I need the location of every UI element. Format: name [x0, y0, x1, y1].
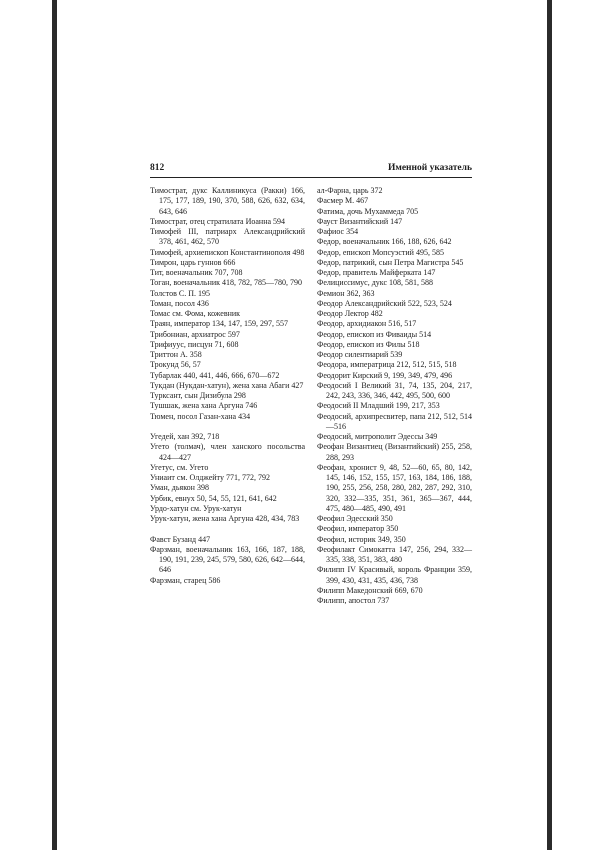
index-entry: Феодор, епископ из Филы 518	[317, 339, 420, 349]
page-header	[150, 163, 472, 173]
index-entry: Феофил, император 350	[317, 524, 399, 534]
index-entry: Феодор силентиарий 539	[317, 350, 403, 359]
index-entry: Угетус, см. Угето	[150, 462, 209, 472]
index-entry: Феодосий I Великий 31, 74, 135, 204, 217, 242, 243, 336, 346, 442, 495, 500, 600	[317, 380, 472, 400]
index-entry: Угето (толмач), член ханского посольства 424—427	[150, 442, 305, 462]
index-entry: Фатима, дочь Мухаммеда 705	[317, 206, 419, 216]
index-entry: Федор, патрикий, сын Петра Магистра 545	[317, 257, 464, 267]
index-entry: Феофил, историк 349, 350	[317, 534, 406, 544]
index-entry: Фелициссимус, дукс 108, 581, 588	[317, 278, 434, 288]
index-entry: Фемион 362, 363	[317, 288, 375, 298]
index-entry: Урдо-хатун см. Урук-хатун	[150, 503, 242, 513]
index-entry: Урбик, евнух 50, 54, 55, 121, 641, 642	[150, 493, 277, 503]
header-rule	[150, 177, 472, 178]
index-entry: Филипп Македонский 669, 670	[317, 585, 423, 595]
index-entry: Фарзман, военачальник 163, 166, 187, 188, 190, 191, 239, 245, 579, 580, 626, 642—644, 646	[150, 544, 305, 575]
index-entry: Трибониан, архиатрос 597	[150, 329, 240, 339]
index-entry: Траян, император 134, 147, 159, 297, 557	[150, 319, 289, 329]
index-entry: Феофан Византиец (Византийский) 255, 258, 288, 293	[317, 442, 472, 462]
index-entry: Тушшак, жена хана Аргуна 746	[150, 401, 258, 411]
index-entry: Филипп IV Красивый, король Франции 359, 399, 430, 431, 435, 436, 738	[317, 565, 472, 585]
index-entry: Фарзман, старец 586	[150, 575, 221, 585]
index-entry: Феодор Александрийский 522, 523, 524	[317, 298, 452, 308]
index-entry: Тимофей III, патриарх Александрийский 378, 461, 462, 570	[150, 227, 305, 247]
index-entry: Томас см. Фома, кожевник	[150, 309, 241, 318]
index-entry: Феодор, архидиакон 516, 517	[317, 319, 417, 329]
index-entry: Федор, правитель Майферката 147	[317, 268, 436, 277]
page-number: 812	[150, 163, 165, 173]
index-entry: Турксант, сын Дизибула 298	[150, 391, 246, 400]
index-entry: Толстов С. П. 195	[150, 288, 211, 298]
index-entry: Феодор, епископ из Фиваиды 514	[317, 329, 432, 339]
index-entry: Тоган, военачальник 418, 782, 785—780, 790	[150, 278, 303, 288]
index-entry: Феодосий, архипресвитер, папа 212, 512, 514—516	[317, 411, 472, 431]
index-entry: Феодора, императрица 212, 512, 515, 518	[317, 360, 457, 370]
index-entry: ал-Фарна, царь 372	[317, 186, 383, 195]
index-entry: Тукдан (Нукдан-хатун), жена хана Абаги 427	[150, 380, 304, 390]
index-column-right	[317, 186, 472, 606]
index-entry: Фавст Бузанд 447	[150, 534, 211, 544]
index-entry: Трокунд 56, 57	[150, 360, 201, 370]
index-entry: Федор, епископ Мопсуэстий 495, 585	[317, 247, 444, 257]
index-entry: Тимострат, отец стратилата Иоанна 594	[150, 216, 286, 226]
index-entry: Феодосий II Младший 199, 217, 353	[317, 401, 440, 411]
index-entry: Тимофей, архиепископ Константинополя 498	[150, 247, 305, 257]
index-entry: Феофилакт Симокатта 147, 256, 294, 332—335, 338, 351, 383, 480	[317, 544, 472, 564]
index-entry: Тит, военачальник 707, 708	[150, 268, 243, 277]
index-entry: Феофил Эдесский 350	[317, 514, 393, 523]
index-entry: Тимрон, царь гуннов 666	[150, 257, 236, 267]
index-entry: Уман, дьякон 398	[150, 483, 209, 493]
index-entry: Феодосий, митрополит Эдессы 349	[317, 432, 438, 441]
index-entry: Фауст Византийский 147	[317, 216, 403, 226]
section-title: Именной указатель	[387, 163, 472, 173]
index-entry: Униаит см. Олджейту 771, 772, 792	[150, 473, 270, 482]
index-entry: Филипп, апостол 737	[317, 596, 390, 605]
index-entry: Трифиуус, писцун 71, 608	[150, 339, 239, 349]
scan-edge-right	[547, 0, 552, 850]
index-entry: Томан, посол 436	[150, 298, 209, 308]
index-entry: Фафиос 354	[317, 227, 359, 236]
index-entry: Феодорит Кирский 9, 199, 349, 479, 496	[317, 370, 453, 380]
index-entry: Федор, военачальник 166, 188, 626, 642	[317, 237, 452, 247]
scan-edge-left	[52, 0, 57, 850]
index-entry: Тимострат, дукс Каллиникуса (Ракки) 166, 175, 177, 189, 190, 370, 588, 626, 632, 634, 643, 646	[150, 186, 305, 216]
index-entry: Тубарлак 440, 441, 446, 666, 670—672	[150, 370, 280, 380]
index-entry: Угедей, хан 392, 718	[150, 432, 220, 441]
index-entry: Феодор Лектор 482	[317, 309, 383, 318]
index-entry: Триттон А. 358	[150, 350, 202, 359]
index-column-left	[150, 186, 305, 586]
index-entry: Феофан, хронист 9, 48, 52—60, 65, 80, 142, 145, 146, 152, 155, 157, 163, 184, 186, 188, 190, 255, 256, 258, 280, 282, 287, 292, 310, 320, 332—335, 351, 361, 365—367, 444, 475, 480—485, 490, 491	[317, 462, 472, 513]
index-entry: Урук-хатун, жена хана Аргуна 428, 434, 783	[150, 514, 300, 523]
index-entry: Фасмер М. 467	[317, 196, 369, 206]
index-entry: Тюмен, посол Газан-хана 434	[150, 411, 251, 421]
